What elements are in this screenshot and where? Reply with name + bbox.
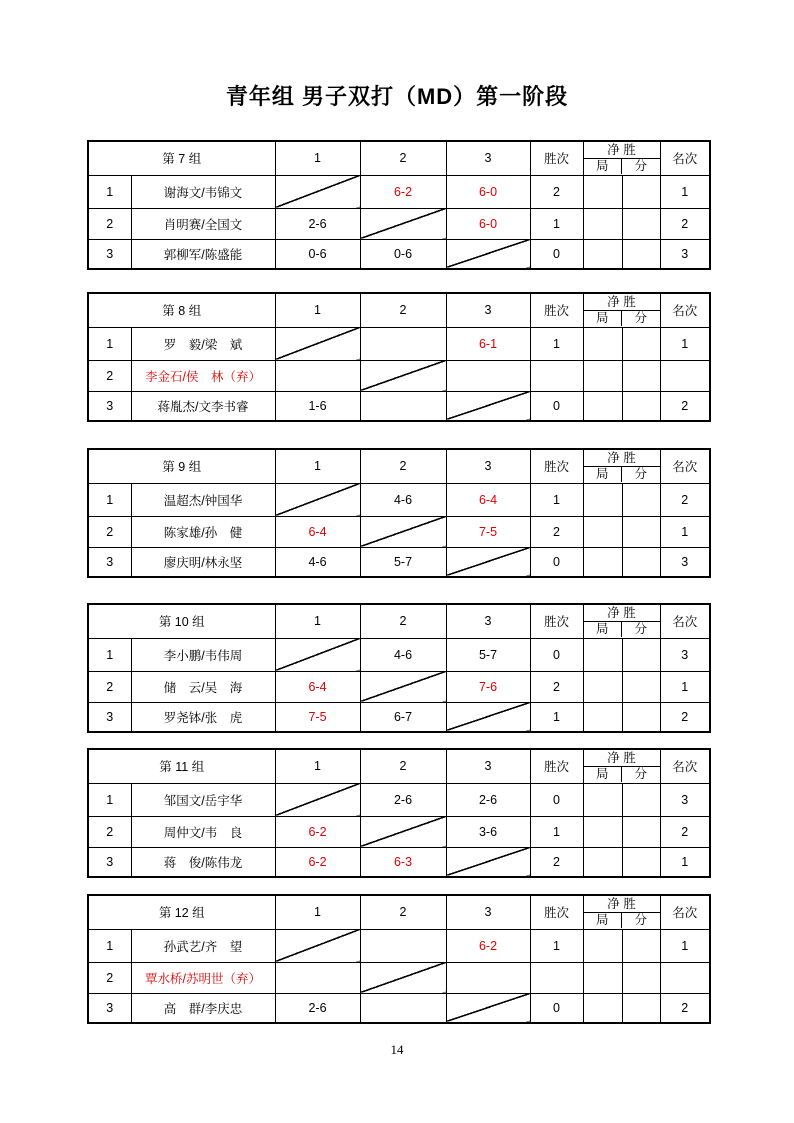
score-vs-3 [446,547,530,577]
table-row [88,783,710,816]
header-net [583,749,660,783]
net-sets [583,993,622,1023]
score-vs-1 [275,638,360,671]
rank [660,962,710,993]
score-vs-2 [360,671,446,702]
header-points: 分 [634,622,648,637]
wins-count: 1 [530,702,583,732]
header-sets: 局 [584,767,623,783]
wins-count: 2 [530,671,583,702]
table-row [88,993,710,1023]
wins-count: 2 [530,847,583,877]
score-vs-3: 6-2 [446,929,530,962]
header-rank: 名次 [660,749,710,783]
score-vs-1: 4-6 [275,547,360,577]
score-vs-3: 6-4 [446,483,530,516]
header-wins: 胜次 [530,141,583,175]
score-vs-3: 6-0 [446,175,530,208]
pair-name: 谢海文/韦锦文 [131,175,275,208]
header-net-label: 净 胜 [584,605,660,622]
header-points: 分 [634,767,648,782]
net-sets [583,391,622,421]
net-points [622,962,660,993]
header-points: 分 [634,913,648,928]
row-number: 3 [88,702,131,732]
score-vs-2: 4-6 [360,638,446,671]
row-number: 1 [88,483,131,516]
table-row [88,671,710,702]
wins-count: 0 [530,783,583,816]
row-number: 3 [88,993,131,1023]
table-row [88,702,710,732]
header-points: 分 [634,467,648,482]
score-vs-1: 6-2 [275,816,360,847]
pair-name: 温超杰/钟国华 [131,483,275,516]
header-col-3: 3 [446,141,530,175]
score-vs-3: 6-0 [446,208,530,239]
header-rank: 名次 [660,604,710,638]
score-vs-1: 2-6 [275,993,360,1023]
row-number: 1 [88,638,131,671]
header-rank: 名次 [660,293,710,327]
group-header-row [88,141,710,175]
net-points [622,702,660,732]
wins-count: 1 [530,483,583,516]
rank: 1 [660,847,710,877]
pair-name: 高 群/李庆忠 [131,993,275,1023]
group-table [87,292,711,422]
header-points: 分 [634,159,648,174]
group-header-row [88,749,710,783]
row-number: 3 [88,239,131,269]
group-name: 第 12 组 [88,895,275,929]
header-col-1: 1 [275,449,360,483]
header-net [583,604,660,638]
header-col-2: 2 [360,449,446,483]
net-sets [583,671,622,702]
group-table [87,140,711,270]
group-name: 第 10 组 [88,604,275,638]
score-vs-2: 6-2 [360,175,446,208]
net-sets [583,783,622,816]
net-sets [583,483,622,516]
rank [660,360,710,391]
score-vs-3 [446,239,530,269]
wins-count: 0 [530,993,583,1023]
group-table [87,448,711,578]
row-number: 2 [88,360,131,391]
pair-name: 覃水桥/苏明世（弃） [131,962,275,993]
header-wins: 胜次 [530,449,583,483]
pair-name: 李小鹏/韦伟周 [131,638,275,671]
score-vs-1 [275,360,360,391]
net-points [622,175,660,208]
score-vs-2: 4-6 [360,483,446,516]
score-vs-2 [360,327,446,360]
score-vs-2: 0-6 [360,239,446,269]
header-rank: 名次 [660,141,710,175]
table-row [88,483,710,516]
pair-name: 陈家雄/孙 健 [131,516,275,547]
header-col-1: 1 [275,749,360,783]
wins-count: 2 [530,516,583,547]
table-row [88,208,710,239]
net-points [622,327,660,360]
header-net-label: 净 胜 [584,294,660,311]
header-wins: 胜次 [530,293,583,327]
group-table [87,748,711,878]
net-points [622,391,660,421]
header-col-2: 2 [360,749,446,783]
group-header-row [88,604,710,638]
header-col-3: 3 [446,895,530,929]
wins-count: 1 [530,816,583,847]
net-sets [583,929,622,962]
score-vs-1: 2-6 [275,208,360,239]
net-points [622,547,660,577]
score-vs-2 [360,816,446,847]
wins-count: 0 [530,239,583,269]
score-vs-1: 0-6 [275,239,360,269]
header-col-2: 2 [360,895,446,929]
score-vs-2: 2-6 [360,783,446,816]
group-name: 第 7 组 [88,141,275,175]
page-number: 14 [390,1042,404,1057]
score-vs-1 [275,483,360,516]
score-vs-1: 6-4 [275,516,360,547]
header-col-2: 2 [360,141,446,175]
net-sets [583,702,622,732]
row-number: 2 [88,516,131,547]
wins-count [530,962,583,993]
net-sets [583,962,622,993]
table-row [88,175,710,208]
group-name: 第 9 组 [88,449,275,483]
net-points [622,208,660,239]
header-col-3: 3 [446,293,530,327]
table-row [88,360,710,391]
score-vs-2: 6-3 [360,847,446,877]
wins-count: 2 [530,175,583,208]
header-col-3: 3 [446,604,530,638]
header-net-label: 净 胜 [584,896,660,913]
header-col-3: 3 [446,749,530,783]
table-row [88,327,710,360]
score-vs-2: 6-7 [360,702,446,732]
score-vs-3 [446,391,530,421]
net-sets [583,816,622,847]
row-number: 1 [88,929,131,962]
net-sets [583,547,622,577]
net-sets [583,208,622,239]
net-points [622,360,660,391]
pair-name: 孙武艺/齐 望 [131,929,275,962]
score-vs-1 [275,175,360,208]
wins-count: 1 [530,327,583,360]
rank: 1 [660,516,710,547]
net-points [622,993,660,1023]
header-col-3: 3 [446,449,530,483]
net-sets [583,239,622,269]
net-points [622,816,660,847]
table-row [88,847,710,877]
rank: 3 [660,239,710,269]
score-vs-3: 5-7 [446,638,530,671]
wins-count: 0 [530,391,583,421]
table-row [88,516,710,547]
rank: 3 [660,783,710,816]
wins-count [530,360,583,391]
net-sets [583,175,622,208]
score-vs-2 [360,993,446,1023]
header-sets: 局 [584,467,623,483]
group-header-row [88,293,710,327]
pair-name: 储 云/吴 海 [131,671,275,702]
net-sets [583,638,622,671]
header-sets: 局 [584,159,623,175]
rank: 1 [660,175,710,208]
rank: 2 [660,993,710,1023]
score-vs-1: 6-4 [275,671,360,702]
score-vs-2 [360,391,446,421]
net-points [622,516,660,547]
rank: 1 [660,327,710,360]
group-table [87,894,711,1024]
row-number: 2 [88,962,131,993]
net-points [622,638,660,671]
header-sets: 局 [584,622,623,638]
header-rank: 名次 [660,449,710,483]
net-points [622,483,660,516]
header-net-label: 净 胜 [584,450,660,467]
rank: 2 [660,483,710,516]
row-number: 3 [88,847,131,877]
score-vs-2 [360,929,446,962]
table-row [88,239,710,269]
table-row [88,962,710,993]
net-sets [583,847,622,877]
wins-count: 1 [530,929,583,962]
rank: 1 [660,671,710,702]
wins-count: 0 [530,638,583,671]
score-vs-1 [275,783,360,816]
header-col-1: 1 [275,895,360,929]
header-col-2: 2 [360,604,446,638]
net-points [622,671,660,702]
pair-name: 罗 毅/梁 斌 [131,327,275,360]
page-title: 青年组 男子双打（MD）第一阶段 [225,84,569,109]
header-points: 分 [634,311,648,326]
rank: 3 [660,638,710,671]
group-name: 第 11 组 [88,749,275,783]
score-vs-3: 3-6 [446,816,530,847]
header-net-label: 净 胜 [584,750,660,767]
header-col-1: 1 [275,141,360,175]
net-sets [583,327,622,360]
header-sets: 局 [584,913,623,929]
score-vs-2: 5-7 [360,547,446,577]
row-number: 1 [88,175,131,208]
table-row [88,391,710,421]
pair-name: 廖庆明/林永坚 [131,547,275,577]
score-vs-3: 7-6 [446,671,530,702]
score-vs-3 [446,360,530,391]
row-number: 1 [88,783,131,816]
header-col-2: 2 [360,293,446,327]
score-vs-3: 7-5 [446,516,530,547]
table-row [88,547,710,577]
net-points [622,783,660,816]
row-number: 2 [88,671,131,702]
header-net [583,449,660,483]
header-wins: 胜次 [530,604,583,638]
header-net [583,895,660,929]
score-vs-1 [275,929,360,962]
score-vs-2 [360,962,446,993]
score-vs-2 [360,208,446,239]
score-vs-1 [275,327,360,360]
rank: 1 [660,929,710,962]
score-vs-3 [446,962,530,993]
score-vs-3: 6-1 [446,327,530,360]
row-number: 3 [88,547,131,577]
table-row [88,816,710,847]
pair-name: 罗尧钵/张 虎 [131,702,275,732]
row-number: 2 [88,816,131,847]
header-net [583,293,660,327]
wins-count: 1 [530,208,583,239]
net-points [622,929,660,962]
wins-count: 0 [530,547,583,577]
rank: 2 [660,816,710,847]
header-sets: 局 [584,311,623,327]
header-rank: 名次 [660,895,710,929]
pair-name: 蒋胤杰/文李书睿 [131,391,275,421]
score-vs-3 [446,702,530,732]
header-wins: 胜次 [530,895,583,929]
score-vs-2 [360,516,446,547]
net-points [622,239,660,269]
pair-name: 郭柳军/陈盛能 [131,239,275,269]
rank: 2 [660,208,710,239]
score-vs-3 [446,993,530,1023]
score-vs-1: 6-2 [275,847,360,877]
header-wins: 胜次 [530,749,583,783]
net-sets [583,516,622,547]
net-points [622,847,660,877]
score-vs-2 [360,360,446,391]
score-vs-1: 1-6 [275,391,360,421]
rank: 2 [660,391,710,421]
header-net-label: 净 胜 [584,142,660,159]
score-vs-1 [275,962,360,993]
pair-name: 肖明赛/全国文 [131,208,275,239]
table-row [88,638,710,671]
pair-name: 李金石/侯 林（弃） [131,360,275,391]
row-number: 2 [88,208,131,239]
score-vs-1: 7-5 [275,702,360,732]
header-col-1: 1 [275,604,360,638]
rank: 3 [660,547,710,577]
group-table [87,603,711,733]
pair-name: 周仲文/韦 良 [131,816,275,847]
group-header-row [88,449,710,483]
group-header-row [88,895,710,929]
group-name: 第 8 组 [88,293,275,327]
table-row [88,929,710,962]
score-vs-3 [446,847,530,877]
score-vs-3: 2-6 [446,783,530,816]
header-col-1: 1 [275,293,360,327]
pair-name: 蒋 俊/陈伟龙 [131,847,275,877]
pair-name: 邹国文/岳宇华 [131,783,275,816]
header-net [583,141,660,175]
row-number: 3 [88,391,131,421]
net-sets [583,360,622,391]
row-number: 1 [88,327,131,360]
rank: 2 [660,702,710,732]
